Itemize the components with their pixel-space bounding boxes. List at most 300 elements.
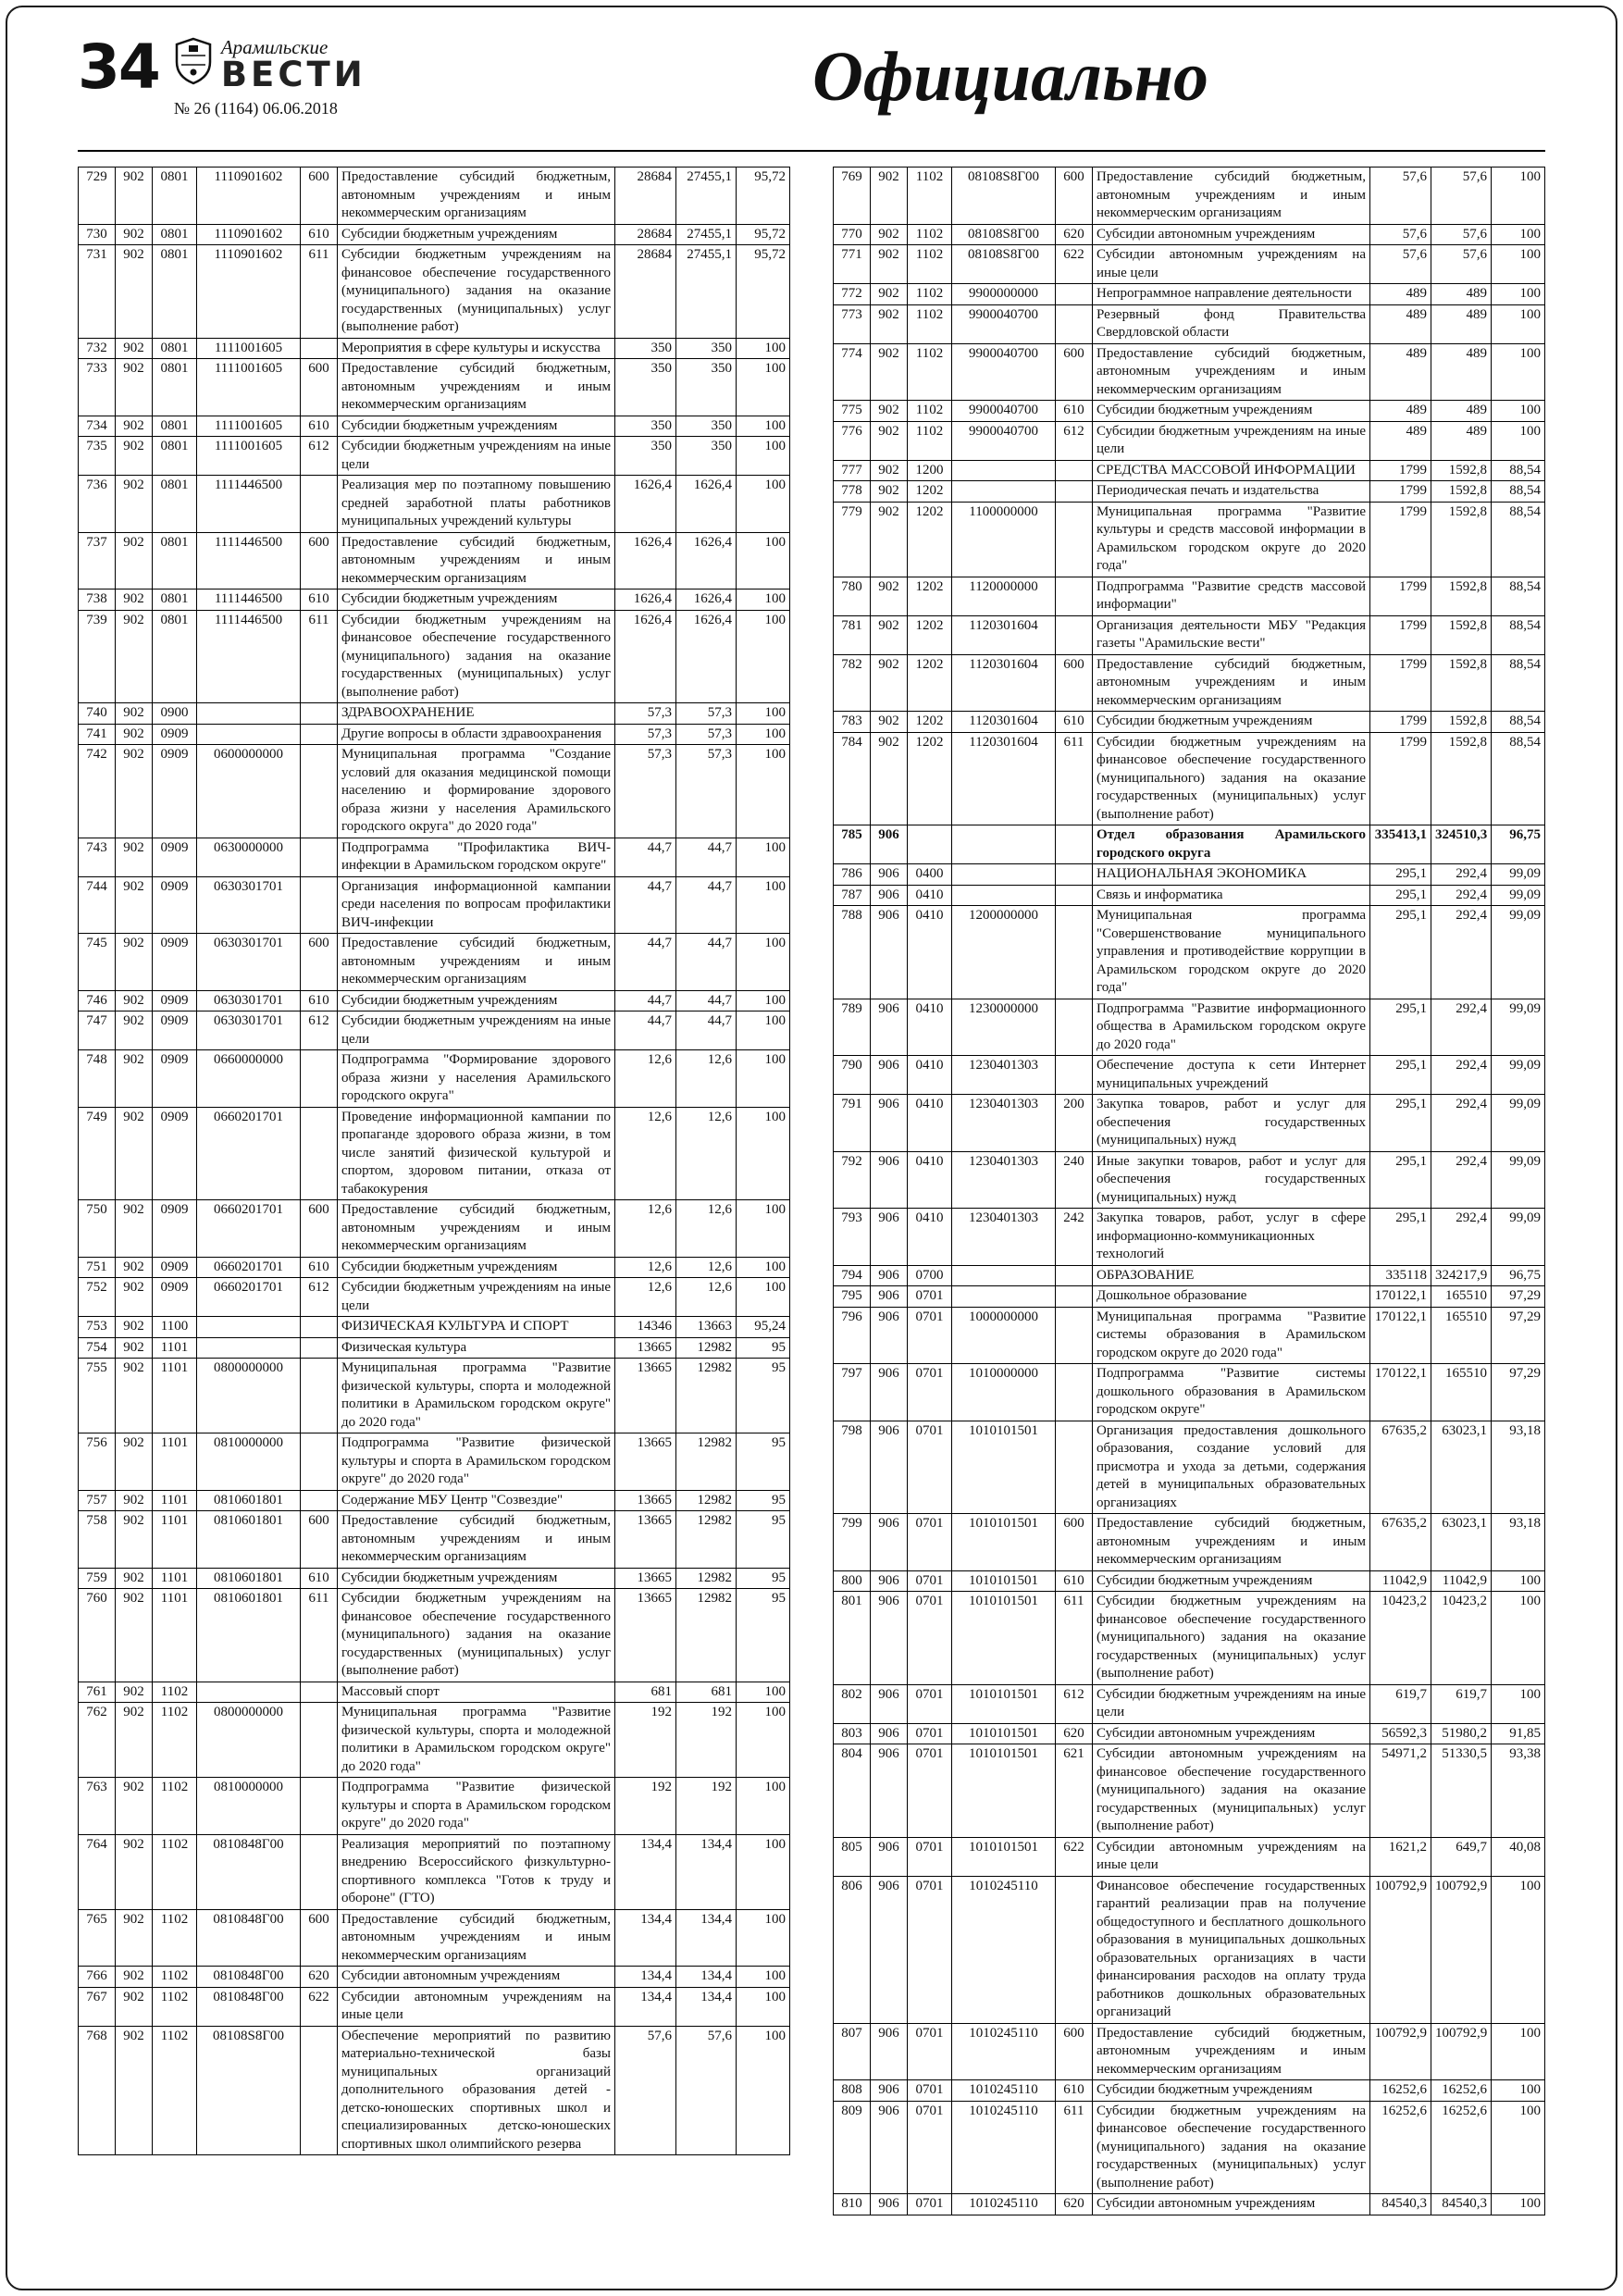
cell-name: Массовый спорт xyxy=(338,1682,615,1703)
table-row xyxy=(79,1909,790,1967)
cell-name: Периодическая печать и издательства xyxy=(1093,481,1370,503)
cell-row-number: 748 xyxy=(79,1050,116,1108)
cell-fact: 10423,2 xyxy=(1431,1592,1492,1685)
cell-section-code: 0700 xyxy=(908,1265,952,1286)
cell-expense-type xyxy=(1056,1421,1093,1514)
cell-section-code: 0801 xyxy=(153,590,197,611)
cell-plan: 13665 xyxy=(615,1589,676,1682)
cell-plan: 295,1 xyxy=(1370,1209,1431,1266)
table-row xyxy=(834,421,1545,460)
cell-fact: 489 xyxy=(1431,421,1492,460)
cell-expense-type xyxy=(301,1682,338,1703)
cell-name: Проведение информационной кампании по пропаганде здорового образа жизни, в том числе занятий физической культурой и спортом, здоровом питании, отказа от табакокурения xyxy=(338,1107,615,1200)
cell-percent: 93,18 xyxy=(1492,1421,1545,1514)
cell-plan: 57,3 xyxy=(615,724,676,745)
cell-plan: 1799 xyxy=(1370,460,1431,481)
cell-row-number: 771 xyxy=(834,245,871,284)
cell-name: Предоставление субсидий бюджетным, автономным учреждениям и иным некоммерческим организациям xyxy=(1093,2023,1370,2080)
cell-expense-type: 620 xyxy=(1056,2194,1093,2215)
cell-expense-type: 610 xyxy=(1056,1570,1093,1592)
cell-expense-type xyxy=(301,838,338,876)
table-row xyxy=(79,1257,790,1278)
cell-plan: 11042,9 xyxy=(1370,1570,1431,1592)
cell-expense-type: 240 xyxy=(1056,1151,1093,1209)
cell-percent: 100 xyxy=(737,2026,790,2155)
cell-expense-type: 612 xyxy=(301,1278,338,1317)
cell-fact: 1592,8 xyxy=(1431,502,1492,577)
cell-percent: 95 xyxy=(737,1433,790,1491)
cell-plan: 57,6 xyxy=(1370,224,1431,245)
cell-row-number: 805 xyxy=(834,1837,871,1876)
cell-plan: 54971,2 xyxy=(1370,1744,1431,1838)
cell-expense-type xyxy=(1056,284,1093,305)
cell-row-number: 780 xyxy=(834,577,871,615)
cell-row-number: 801 xyxy=(834,1592,871,1685)
cell-grbs-code: 902 xyxy=(116,245,153,339)
cell-plan: 84540,3 xyxy=(1370,2194,1431,2215)
cell-name: Предоставление субсидий бюджетным, автономным учреждениям и иным некоммерческим организациям xyxy=(338,1200,615,1258)
cell-target-article: 1010101501 xyxy=(952,1592,1056,1685)
cell-expense-type: 600 xyxy=(301,1200,338,1258)
cell-name: Предоставление субсидий бюджетным, автономным учреждениям и иным некоммерческим организациям xyxy=(1093,343,1370,401)
cell-target-article: 1010101501 xyxy=(952,1723,1056,1744)
table-row xyxy=(834,712,1545,733)
table-row xyxy=(834,864,1545,886)
cell-plan: 350 xyxy=(615,437,676,476)
cell-grbs-code: 906 xyxy=(871,1307,908,1364)
cell-percent: 100 xyxy=(737,1834,790,1909)
table-row xyxy=(834,1723,1545,1744)
cell-fact: 292,4 xyxy=(1431,999,1492,1056)
cell-expense-type: 612 xyxy=(301,437,338,476)
cell-grbs-code: 906 xyxy=(871,1723,908,1744)
cell-grbs-code: 902 xyxy=(871,460,908,481)
cell-name: Муниципальная программа "Развитие физической культуры, спорта и молодежной политики в Арамильском городском округе" до 2020 года" xyxy=(338,1703,615,1778)
cell-grbs-code: 906 xyxy=(871,864,908,886)
cell-target-article: 1120301604 xyxy=(952,654,1056,712)
table-row xyxy=(79,1011,790,1050)
cell-name: Связь и информатика xyxy=(1093,885,1370,906)
cell-target-article: 1010245110 xyxy=(952,1876,1056,2023)
cell-target-article: 1230401303 xyxy=(952,1095,1056,1152)
cell-plan: 1799 xyxy=(1370,502,1431,577)
cell-percent: 99,09 xyxy=(1492,864,1545,886)
cell-expense-type xyxy=(1056,460,1093,481)
cell-percent: 93,38 xyxy=(1492,1744,1545,1838)
cell-grbs-code: 902 xyxy=(116,1490,153,1511)
cell-percent: 100 xyxy=(1492,2101,1545,2194)
cell-grbs-code: 902 xyxy=(871,502,908,577)
table-row xyxy=(79,2026,790,2155)
cell-plan: 10423,2 xyxy=(1370,1592,1431,1685)
cell-target-article xyxy=(952,1265,1056,1286)
cell-target-article: 9900040700 xyxy=(952,343,1056,401)
cell-fact: 12,6 xyxy=(676,1050,737,1108)
cell-percent: 88,54 xyxy=(1492,502,1545,577)
cell-name: Предоставление субсидий бюджетным, автономным учреждениям и иным некоммерческим организациям xyxy=(338,1511,615,1569)
cell-plan: 681 xyxy=(615,1682,676,1703)
cell-fact: 12982 xyxy=(676,1337,737,1359)
cell-target-article: 0600000000 xyxy=(197,745,301,838)
cell-name: Другие вопросы в области здравоохранения xyxy=(338,724,615,745)
cell-section-code: 0701 xyxy=(908,1592,952,1685)
cell-plan: 28684 xyxy=(615,224,676,245)
cell-percent: 100 xyxy=(737,359,790,416)
cell-section-code: 0701 xyxy=(908,1286,952,1308)
cell-plan: 134,4 xyxy=(615,1834,676,1909)
cell-fact: 134,4 xyxy=(676,1987,737,2026)
cell-name: Предоставление субсидий бюджетным, автономным учреждениям и иным некоммерческим организациям xyxy=(1093,654,1370,712)
cell-section-code: 0701 xyxy=(908,1744,952,1838)
table-row xyxy=(834,284,1545,305)
cell-fact: 1626,4 xyxy=(676,590,737,611)
cell-section-code: 1202 xyxy=(908,712,952,733)
cell-fact: 12,6 xyxy=(676,1107,737,1200)
cell-fact: 619,7 xyxy=(1431,1684,1492,1723)
cell-row-number: 789 xyxy=(834,999,871,1056)
cell-expense-type: 600 xyxy=(301,168,338,225)
cell-expense-type: 612 xyxy=(1056,421,1093,460)
cell-expense-type: 610 xyxy=(301,1257,338,1278)
cell-row-number: 785 xyxy=(834,825,871,864)
cell-section-code: 1102 xyxy=(153,1834,197,1909)
cell-percent: 99,09 xyxy=(1492,906,1545,999)
table-row xyxy=(834,1307,1545,1364)
cell-section-code: 0909 xyxy=(153,1011,197,1050)
table-row xyxy=(834,304,1545,343)
cell-section-code: 0701 xyxy=(908,2194,952,2215)
cell-grbs-code: 906 xyxy=(871,1744,908,1838)
cell-plan: 14346 xyxy=(615,1317,676,1338)
cell-target-article xyxy=(197,724,301,745)
cell-fact: 292,4 xyxy=(1431,1095,1492,1152)
cell-expense-type: 600 xyxy=(1056,1514,1093,1571)
cell-percent: 100 xyxy=(737,703,790,725)
cell-row-number: 744 xyxy=(79,876,116,934)
cell-plan: 44,7 xyxy=(615,838,676,876)
cell-section-code: 1101 xyxy=(153,1359,197,1433)
cell-expense-type: 611 xyxy=(301,610,338,703)
cell-percent: 100 xyxy=(737,876,790,934)
cell-row-number: 753 xyxy=(79,1317,116,1338)
cell-grbs-code: 906 xyxy=(871,1151,908,1209)
cell-row-number: 781 xyxy=(834,615,871,654)
table-row xyxy=(79,838,790,876)
cell-plan: 134,4 xyxy=(615,1987,676,2026)
cell-grbs-code: 902 xyxy=(871,577,908,615)
cell-plan: 295,1 xyxy=(1370,906,1431,999)
cell-name: Субсидии бюджетным учреждениям xyxy=(338,416,615,437)
cell-name: Непрограммное направление деятельности xyxy=(1093,284,1370,305)
cell-expense-type: 620 xyxy=(1056,1723,1093,1744)
cell-target-article: 08108S8Г00 xyxy=(952,245,1056,284)
cell-fact: 1592,8 xyxy=(1431,481,1492,503)
cell-plan: 350 xyxy=(615,416,676,437)
table-row xyxy=(79,359,790,416)
cell-expense-type: 620 xyxy=(301,1967,338,1988)
cell-grbs-code: 902 xyxy=(116,1317,153,1338)
masthead xyxy=(78,31,1545,144)
cell-percent: 96,75 xyxy=(1492,825,1545,864)
cell-name: Субсидии бюджетным учреждениям на иные цели xyxy=(338,437,615,476)
cell-name: Подпрограмма "Развитие средств массовой информации" xyxy=(1093,577,1370,615)
table-row xyxy=(834,825,1545,864)
cell-name: Мероприятия в сфере культуры и искусства xyxy=(338,338,615,359)
cell-percent: 95,72 xyxy=(737,224,790,245)
cell-target-article: 1230401303 xyxy=(952,1151,1056,1209)
cell-grbs-code: 902 xyxy=(871,343,908,401)
cell-section-code: 0909 xyxy=(153,934,197,991)
cell-grbs-code: 902 xyxy=(871,654,908,712)
section-title: Официально xyxy=(812,38,1209,116)
cell-grbs-code: 902 xyxy=(116,1011,153,1050)
cell-expense-type xyxy=(301,1778,338,1835)
cell-fact: 57,6 xyxy=(1431,245,1492,284)
cell-percent: 100 xyxy=(737,590,790,611)
cell-target-article: 0630301701 xyxy=(197,934,301,991)
cell-section-code: 0909 xyxy=(153,745,197,838)
cell-section-code: 0701 xyxy=(908,1837,952,1876)
cell-plan: 44,7 xyxy=(615,1011,676,1050)
cell-expense-type: 611 xyxy=(1056,2101,1093,2194)
cell-expense-type: 610 xyxy=(1056,712,1093,733)
cell-grbs-code: 902 xyxy=(871,421,908,460)
table-row xyxy=(79,245,790,339)
cell-percent: 100 xyxy=(737,934,790,991)
table-row xyxy=(79,1987,790,2026)
cell-percent: 100 xyxy=(1492,245,1545,284)
cell-grbs-code: 902 xyxy=(116,876,153,934)
cell-section-code: 1101 xyxy=(153,1589,197,1682)
cell-fact: 292,4 xyxy=(1431,1056,1492,1095)
cell-section-code: 0410 xyxy=(908,885,952,906)
table-row xyxy=(834,999,1545,1056)
cell-plan: 13665 xyxy=(615,1433,676,1491)
cell-fact: 57,3 xyxy=(676,703,737,725)
cell-percent: 95 xyxy=(737,1490,790,1511)
cell-fact: 292,4 xyxy=(1431,1151,1492,1209)
cell-grbs-code: 902 xyxy=(116,437,153,476)
table-row xyxy=(79,703,790,725)
cell-plan: 1626,4 xyxy=(615,532,676,590)
cell-fact: 1592,8 xyxy=(1431,460,1492,481)
cell-target-article: 1120301604 xyxy=(952,732,1056,825)
cell-grbs-code: 906 xyxy=(871,1265,908,1286)
cell-fact: 16252,6 xyxy=(1431,2101,1492,2194)
table-row xyxy=(834,224,1545,245)
cell-expense-type xyxy=(301,1317,338,1338)
cell-name: Муниципальная программа "Развитие физической культуры, спорта и молодежной политики в Арамильском городском округе" до 2020 года" xyxy=(338,1359,615,1433)
cell-plan: 295,1 xyxy=(1370,885,1431,906)
cell-section-code: 0909 xyxy=(153,1278,197,1317)
cell-row-number: 759 xyxy=(79,1568,116,1589)
cell-section-code: 0701 xyxy=(908,1723,952,1744)
cell-section-code: 0900 xyxy=(153,703,197,725)
cell-expense-type: 610 xyxy=(301,416,338,437)
cell-percent: 97,29 xyxy=(1492,1307,1545,1364)
cell-grbs-code: 902 xyxy=(116,745,153,838)
cell-grbs-code: 906 xyxy=(871,1421,908,1514)
cell-plan: 335413,1 xyxy=(1370,825,1431,864)
table-row xyxy=(834,481,1545,503)
cell-plan: 28684 xyxy=(615,168,676,225)
cell-target-article xyxy=(952,460,1056,481)
cell-grbs-code: 906 xyxy=(871,885,908,906)
cell-section-code: 1102 xyxy=(908,304,952,343)
cell-fact: 63023,1 xyxy=(1431,1421,1492,1514)
cell-name: Субсидии бюджетным учреждениям на иные цели xyxy=(1093,421,1370,460)
cell-grbs-code: 902 xyxy=(116,1909,153,1967)
cell-grbs-code: 906 xyxy=(871,1592,908,1685)
issue-line: № 26 (1164) 06.06.2018 xyxy=(173,99,338,118)
cell-grbs-code: 902 xyxy=(116,934,153,991)
cell-percent: 95,24 xyxy=(737,1317,790,1338)
cell-fact: 27455,1 xyxy=(676,245,737,339)
cell-target-article: 1111446500 xyxy=(197,610,301,703)
cell-section-code: 1102 xyxy=(153,1682,197,1703)
cell-row-number: 772 xyxy=(834,284,871,305)
cell-fact: 165510 xyxy=(1431,1364,1492,1421)
cell-expense-type: 610 xyxy=(301,1568,338,1589)
cell-target-article: 1120301604 xyxy=(952,712,1056,733)
cell-target-article: 0660201701 xyxy=(197,1107,301,1200)
cell-target-article: 0660201701 xyxy=(197,1278,301,1317)
cell-grbs-code: 902 xyxy=(871,224,908,245)
cell-target-article: 1230401303 xyxy=(952,1209,1056,1266)
cell-percent: 97,29 xyxy=(1492,1364,1545,1421)
cell-grbs-code: 902 xyxy=(116,990,153,1011)
cell-row-number: 774 xyxy=(834,343,871,401)
cell-section-code: 0701 xyxy=(908,2023,952,2080)
cell-fact: 489 xyxy=(1431,284,1492,305)
cell-expense-type xyxy=(301,338,338,359)
cell-expense-type: 611 xyxy=(301,245,338,339)
budget-table-left xyxy=(78,167,790,2155)
cell-plan: 57,6 xyxy=(1370,245,1431,284)
cell-target-article: 1010101501 xyxy=(952,1421,1056,1514)
table-row xyxy=(834,577,1545,615)
cell-section-code: 1102 xyxy=(153,1967,197,1988)
cell-grbs-code: 906 xyxy=(871,1095,908,1152)
cell-percent: 99,09 xyxy=(1492,1209,1545,1266)
cell-section-code: 0701 xyxy=(908,2101,952,2194)
cell-target-article: 9900040700 xyxy=(952,421,1056,460)
cell-plan: 28684 xyxy=(615,245,676,339)
cell-expense-type: 600 xyxy=(1056,2023,1093,2080)
cell-fact: 57,6 xyxy=(1431,224,1492,245)
cell-section-code: 1102 xyxy=(908,245,952,284)
cell-name: Субсидии бюджетным учреждениям xyxy=(338,1257,615,1278)
cell-fact: 350 xyxy=(676,359,737,416)
cell-expense-type xyxy=(1056,1265,1093,1286)
cell-name: Субсидии автономным учреждениям xyxy=(338,1967,615,1988)
cell-expense-type: 600 xyxy=(1056,654,1093,712)
cell-grbs-code: 906 xyxy=(871,1056,908,1095)
cell-section-code: 1202 xyxy=(908,654,952,712)
cell-expense-type: 600 xyxy=(301,359,338,416)
cell-percent: 95,72 xyxy=(737,168,790,225)
header-divider xyxy=(78,150,1545,152)
cell-row-number: 776 xyxy=(834,421,871,460)
cell-grbs-code: 902 xyxy=(116,1359,153,1433)
cell-percent: 100 xyxy=(1492,401,1545,422)
cell-percent: 100 xyxy=(1492,224,1545,245)
cell-fact: 1626,4 xyxy=(676,476,737,533)
cell-name: Физическая культура xyxy=(338,1337,615,1359)
cell-section-code: 1202 xyxy=(908,732,952,825)
cell-fact: 292,4 xyxy=(1431,864,1492,886)
cell-expense-type xyxy=(1056,885,1093,906)
cell-expense-type: 600 xyxy=(301,934,338,991)
cell-percent: 100 xyxy=(737,990,790,1011)
cell-grbs-code: 902 xyxy=(871,615,908,654)
cell-row-number: 757 xyxy=(79,1490,116,1511)
table-row xyxy=(834,1151,1545,1209)
cell-fact: 1592,8 xyxy=(1431,712,1492,733)
cell-target-article: 0630000000 xyxy=(197,838,301,876)
cell-name: Субсидии бюджетным учреждениям xyxy=(338,1568,615,1589)
cell-percent: 99,09 xyxy=(1492,999,1545,1056)
cell-plan: 619,7 xyxy=(1370,1684,1431,1723)
cell-expense-type: 621 xyxy=(1056,1744,1093,1838)
coat-of-arms-icon xyxy=(174,37,213,85)
cell-plan: 13665 xyxy=(615,1337,676,1359)
cell-name: Субсидии бюджетным учреждениям xyxy=(338,590,615,611)
cell-target-article: 1200000000 xyxy=(952,906,1056,999)
cell-fact: 165510 xyxy=(1431,1307,1492,1364)
cell-percent: 100 xyxy=(737,1107,790,1200)
cell-plan: 67635,2 xyxy=(1370,1421,1431,1514)
cell-section-code: 1202 xyxy=(908,577,952,615)
cell-percent: 91,85 xyxy=(1492,1723,1545,1744)
cell-section-code: 0909 xyxy=(153,1257,197,1278)
cell-name: Содержание МБУ Центр "Созвездие" xyxy=(338,1490,615,1511)
cell-target-article: 1010245110 xyxy=(952,2080,1056,2102)
cell-section-code: 0909 xyxy=(153,990,197,1011)
cell-grbs-code: 902 xyxy=(116,532,153,590)
table-row xyxy=(834,1876,1545,2023)
table-row xyxy=(834,502,1545,577)
cell-plan: 295,1 xyxy=(1370,999,1431,1056)
cell-expense-type xyxy=(1056,864,1093,886)
cell-expense-type: 611 xyxy=(301,1589,338,1682)
cell-expense-type: 600 xyxy=(1056,168,1093,225)
cell-expense-type xyxy=(301,1490,338,1511)
cell-expense-type: 611 xyxy=(1056,1592,1093,1685)
cell-plan: 44,7 xyxy=(615,934,676,991)
cell-row-number: 741 xyxy=(79,724,116,745)
table-row xyxy=(79,876,790,934)
cell-fact: 192 xyxy=(676,1703,737,1778)
cell-percent: 100 xyxy=(1492,343,1545,401)
cell-target-article: 1230000000 xyxy=(952,999,1056,1056)
cell-row-number: 742 xyxy=(79,745,116,838)
cell-section-code: 0801 xyxy=(153,416,197,437)
cell-percent: 100 xyxy=(737,1778,790,1835)
cell-name: Реализация мероприятий по поэтапному внедрению Всероссийского физкультурно-спортивного комплекса "Готов к труду и обороне" (ГТО) xyxy=(338,1834,615,1909)
brand-name-top: Арамильские xyxy=(220,36,328,58)
cell-expense-type: 610 xyxy=(1056,401,1093,422)
page-number: 34 xyxy=(78,31,159,103)
newspaper-logo xyxy=(174,37,366,118)
cell-plan: 295,1 xyxy=(1370,1151,1431,1209)
cell-name: Подпрограмма "Формирование здорового образа жизни у населения Арамильского городского округа" xyxy=(338,1050,615,1108)
cell-grbs-code: 906 xyxy=(871,2080,908,2102)
cell-plan: 100792,9 xyxy=(1370,2023,1431,2080)
cell-expense-type xyxy=(1056,1056,1093,1095)
cell-row-number: 809 xyxy=(834,2101,871,2194)
cell-plan: 489 xyxy=(1370,284,1431,305)
